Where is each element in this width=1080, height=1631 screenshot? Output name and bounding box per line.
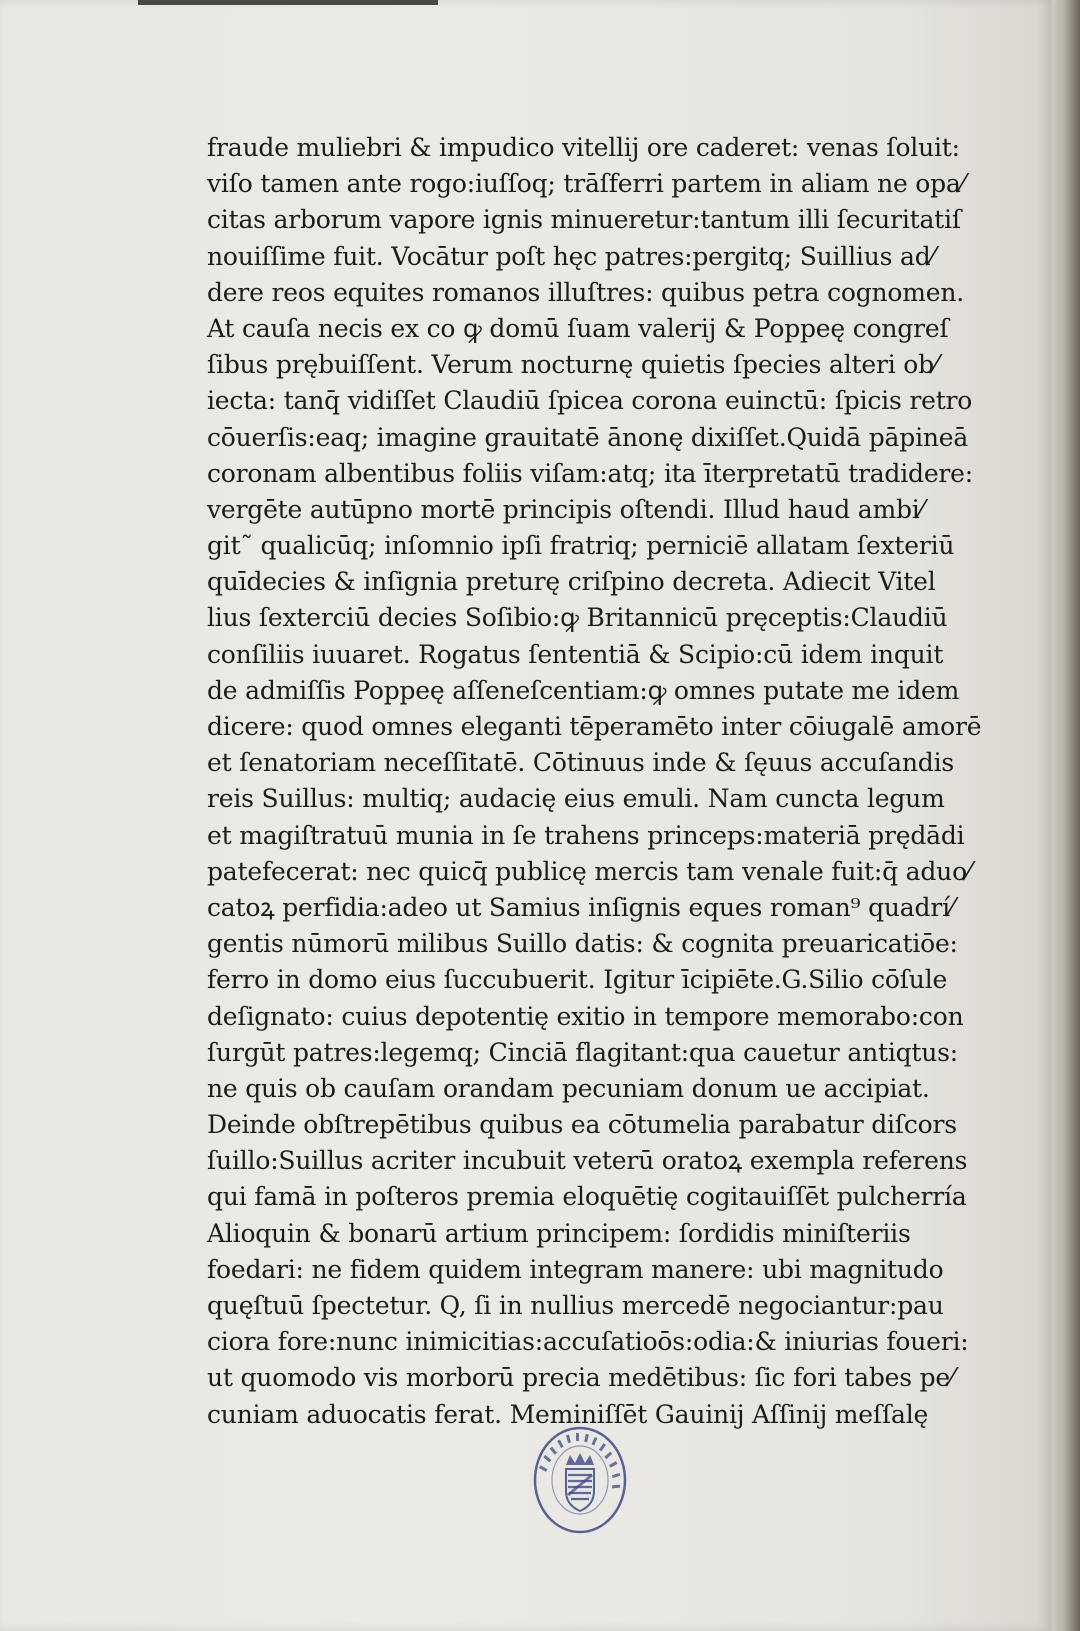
top-edge-mark: [138, 0, 438, 5]
text-line: Alioquin & bonarū artium principem: ſordidis miniſteriis: [207, 1218, 911, 1248]
page-edge-shadow: [1052, 0, 1080, 1631]
text-line: patefecerat: nec quicq̄ publicę mercis tam venale fuit:q̄ aduo⁄: [207, 856, 971, 886]
text-line: ſurgūt patres:legemq; Cinciā flagitant:qua cauetur antiqtus:: [207, 1037, 959, 1067]
text-line: git˜ qualicūq; inſomnio ipſi fratriq; perniciē allatam ſexteriū: [207, 531, 955, 561]
text-line: qui famā in poſteros premia eloquētię cogitauiſſēt pulcherría: [207, 1182, 967, 1212]
text-line: dere reos equites romanos illuſtres: quibus petra cognomen.: [207, 277, 965, 307]
text-line: cōuerſis:eaq; imagine grauitatē ānonę dixiſſet.Quidā pāpineā: [207, 422, 969, 452]
text-line: gentis nūmorū milibus Suillo datis: & cognita preuaricatiōe:: [207, 929, 958, 959]
text-line: iecta: tanq̄ vidiſſet Claudiū ſpicea corona euinctū: ſpicis retro: [207, 386, 973, 416]
text-line: conſiliis iuuaret. Rogatus ſententiā & Scipio:cū idem inquit: [207, 639, 944, 669]
text-line: de admiſſis Poppeę aſſeneſcentiam:ꝙ omnes putate me idem: [207, 675, 960, 705]
text-line: ciora fore:nunc inimicitias:accuſatioōs:odia:& iniurias foueri:: [207, 1327, 969, 1357]
text-line: et ſenatoriam neceſſitatē. Cōtinuus inde & ſęuus accuſandis: [207, 748, 954, 778]
library-stamp: [532, 1425, 628, 1535]
text-line: ne quis ob cauſam orandam pecuniam donum ue accipiat.: [207, 1073, 930, 1103]
text-line: lius ſexterciū decies Soſibio:ꝙ Britannicū pręceptis:Claudiū: [207, 603, 948, 633]
text-line: ſuillo:Suillus acriter incubuit veterū oratoꝝ exempla referens: [207, 1146, 968, 1176]
text-line: et magiſtratuū munia in ſe trahens princeps:materiā prędādi: [207, 820, 965, 850]
text-line: catoꝝ perfidia:adeo ut Samius inſignis eques roman⁹ quadrí⁄: [207, 892, 954, 922]
text-line: ut quomodo vis morborū precia medētibus: ſic fori tabes pe⁄: [207, 1363, 955, 1393]
text-line: coronam albentibus foliis viſam:atq; ita īterpretatū tradidere:: [207, 458, 973, 488]
text-line: foedari: ne fidem quidem integram manere: ubi magnitudo: [207, 1254, 944, 1284]
text-line: At cauſa necis ex co ꝙ domū ſuam valerij & Poppeę congreſ: [207, 313, 949, 343]
text-line: fraude muliebri & impudico vitellij ore caderet: venas ſoluit:: [207, 133, 960, 162]
text-line: deſignato: cuius depotentię exitio in tempore memorabo:con: [207, 1001, 964, 1031]
text-line: reis Suillus: multiq; audacię eius emuli. Nam cuncta legum: [207, 784, 945, 814]
text-line: dicere: quod omnes eleganti tēperamēto inter cōiugalē amorē: [207, 712, 982, 741]
text-line: vergēte autūpno mortē principis oſtendi. Illud haud ambi⁄: [207, 494, 924, 524]
text-line: ferro in domo eius ſuccubuerit. Igitur īcipiēte.G.Silio cōſule: [207, 965, 948, 995]
text-line: viſo tamen ante rogo:iuſſoq; trāſferri partem in aliam ne opa⁄: [207, 169, 965, 199]
text-line: Deinde obſtrepētibus quibus ea cōtumelia parabatur diſcors: [207, 1110, 957, 1140]
text-line: nouiſſime fuit. Vocātur poſt hęc patres:pergitq; Suillius ad⁄: [207, 241, 935, 271]
text-line: ſibus prębuiſſent. Verum nocturnę quietis ſpecies alteri ob⁄: [207, 350, 938, 380]
stamp-seal-icon: [532, 1425, 628, 1535]
text-line: quęſtuū ſpectetur. Q, ſi in nullius mercedē negociantur:pau: [207, 1291, 944, 1320]
text-line: citas arborum vapore ignis minueretur:tantum illi ſecuritatiſ: [207, 205, 961, 235]
text-line: cuniam aduocatis ferat. Meminiſſēt Gauinij Aſſinij meſſalę: [207, 1399, 929, 1429]
text-line: quīdecies & inſignia preturę criſpino decreta. Adiecit Vitel: [207, 567, 936, 597]
text-block: [207, 130, 982, 1433]
